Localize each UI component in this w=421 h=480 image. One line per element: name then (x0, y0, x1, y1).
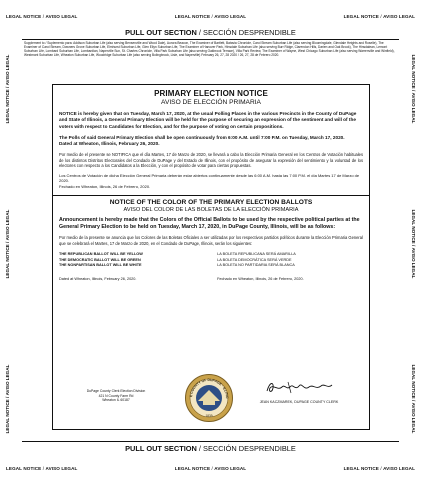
svg-text:1839: 1839 (205, 414, 213, 418)
notice-title: PRIMARY ELECTION NOTICE (154, 89, 268, 98)
ballot-color-item: LA BOLETA DEMOCRÁTICA SERÁ VERDE (217, 257, 292, 262)
ballot-color-item: THE REPUBLICAN BALLOT WILL BE YELLOW (59, 252, 143, 257)
band-label: LEGAL NOTICE / AVISO LEGAL (343, 465, 415, 471)
clerk-signature (264, 379, 334, 395)
legal-notice-band-right (409, 24, 419, 460)
divider (53, 195, 369, 196)
county-seal-icon (184, 373, 234, 423)
legal-notice-band-top (0, 10, 421, 22)
band-label: LEGAL NOTICE / AVISO LEGAL (174, 465, 247, 471)
band-label: LEGAL NOTICE / AVISO LEGAL (411, 54, 417, 124)
band-label: LEGAL NOTICE / AVISO LEGAL (174, 13, 247, 19)
dated-line (59, 277, 363, 281)
band-label: LEGAL NOTICE / AVISO LEGAL (6, 13, 78, 19)
band-label: LEGAL NOTICE / AVISO LEGAL (6, 465, 78, 471)
dated-es: Fechado en Wheaton, Illinois, 26 de Febrero, 2020. (217, 277, 304, 281)
ballot-color-title-es: AVISO DEL COLOR DE LAS BOLETAS DE LA ELECCIÓN PRIMARIA (123, 207, 299, 214)
legal-notice-band-left (2, 24, 12, 460)
divider (22, 39, 399, 40)
notice-title-es: AVISO DE ELECCIÓN PRIMARIA (161, 99, 261, 106)
dated-en: Dated at Wheaton, Illinois, February 26, 2020. (59, 277, 137, 281)
ballot-color-item: THE NONPARTISAN BALLOT WILL BE WHITE (59, 262, 142, 267)
ballot-color-item: LA BOLETA NO PARTIDARIA SERÁ BLANCA (217, 262, 295, 267)
clerk-name: JEAN KACZMAREK, DUPAGE COUNTY CLERK (259, 400, 339, 404)
notice-paragraph-es: Por medio de el presente se NOTIFICA que el día Martes, 17 de Marzo de 2020, se llevará a cabo la Elección Primaria General en los Centros de Votación habituales de los distintos Distritos Electorales del Condado de DuPage y del Estado de Illinois, con el propósito de asegurar la expresión del sentimiento y la voluntad de los electores con respecto a los Candidatos a la Elección, y con el propósito de votar para ciertas propuestas. (59, 152, 363, 169)
ballot-color-item: LA BOLETA REPUBLICANA SERÁ AMARILLA (217, 252, 296, 257)
ballot-color-announcement: Announcement is hereby made that the Colors of the Official Ballots to be used by the respective political parties at the General Primary Election to be held on Tuesday, March 17, 2020, in DuPage County, Illinois, will be as follows: (59, 217, 360, 230)
ballot-colors-en (59, 252, 205, 268)
notice-paragraph-en: NOTICE is hereby given that on Tuesday, March 17, 2020, at the usual Polling Places in the various Precincts in the County of DuPage and State of Illinois, a General Primary Election will be held for the purpose of securing an expression of the sentiment and will of the voters with respect to Candidates for Election, and for the purpose of voting on certain propositions. (59, 111, 357, 129)
ballot-color-item: THE DEMOCRATIC BALLOT WILL BE GREEN (59, 257, 141, 262)
supplement-list: Supplement to / Suplemento para: Addison Suburban Life (also serving Bensenville and Wood Dale), Aurora Beacon, The Examiner of Bartlett, Batavia Chronicle, Carol Stream Suburban Life (also serving Bloomingdale, Glendale Heights and Roselle), The Examiner of Carol Stream, Downers Grove Suburban Life, Elmhurst Suburban Life, Glen Ellyn Suburban Life, The Examiner of Hanover Park, Hinsdale Suburban Life (also serving Burr Ridge, Clarendon Hills, Darien and Oak Brook), The Hinsdalean, Lemont Suburban Life, Lombard Suburban Life, Lombardian, Naperville Sun, St. Charles Chronicle, Villa Park Suburban Life (also serving Oakbrook Terrace), Villa Park Review, The Examiner of Wayne, West Chicago Suburban Life (also serving Warrenville and Winfield), Westmont Suburban Life, Wheaton Suburban Life, Woodridge Suburban Life (also serving Bolingbrook, Lisle, and Naperville) February 26, 27, 28 2020 / 26, 27, 28 de Febrero 2020. (24, 41, 395, 58)
pullout-footer: PULL OUT SECTION / SECCIÓN DESPRENDIBLE (125, 444, 296, 453)
polls-hours-en: The Polls of said General Primary Election shall be open continuously from 6:00 A.M. until 7:00 P.M. on Tuesday, March 17, 2020. Dated at Wheaton, Illinois, February 26, 2020. (59, 134, 345, 147)
legal-notice-band-bottom (0, 462, 421, 474)
clerk-address: DuPage County Clerk Election Division 421 N County Farm Rd Wheaton IL 60187 (86, 389, 146, 402)
svg-text:THE COUNTY OF DUPAGE · ILLINOI: E COUNTY OF DUPAGE · ILLINO (189, 377, 230, 399)
band-label: LEGAL NOTICE / AVISO LEGAL (343, 13, 415, 19)
band-label: LEGAL NOTICE / AVISO LEGAL (4, 54, 10, 124)
band-label: LEGAL NOTICE / AVISO LEGAL (411, 209, 417, 279)
pullout-header: PULL OUT SECTION / SECCIÓN DESPRENDIBLE (125, 28, 296, 37)
divider (22, 441, 399, 442)
band-label: LEGAL NOTICE / AVISO LEGAL (411, 364, 417, 434)
ballot-colors-es (217, 252, 363, 268)
election-notice-box (52, 84, 370, 430)
ballot-color-title: NOTICE OF THE COLOR OF THE PRIMARY ELECTION BALLOTS (109, 199, 313, 207)
band-label: LEGAL NOTICE / AVISO LEGAL (4, 364, 10, 434)
ballot-color-list (59, 252, 363, 268)
polls-hours-es: Los Centros de Votación de dicha Elección General Primaria deberán estar abiertos continuamente desde las 6:00 A.M. hasta las 7:00 P.M. el día Martes 17 de Marzo de 2020. Fechado en Wheaton, Illinois, 26 de Febrero, 2020. (59, 172, 360, 189)
band-label: LEGAL NOTICE / AVISO LEGAL (4, 209, 10, 279)
clerk-signature-block (59, 373, 363, 425)
ballot-color-announcement-es: Por medio de la presente se anuncia que los Colores de las Boletas Oficiales a ser utilizadas por los respectivos partidos políticos durante la Elección Primaria General que se celebrará el Martes, 17 de Marzo de 2020, en el Condado de DuPage, Illinois, serán los siguientes: (59, 235, 363, 246)
